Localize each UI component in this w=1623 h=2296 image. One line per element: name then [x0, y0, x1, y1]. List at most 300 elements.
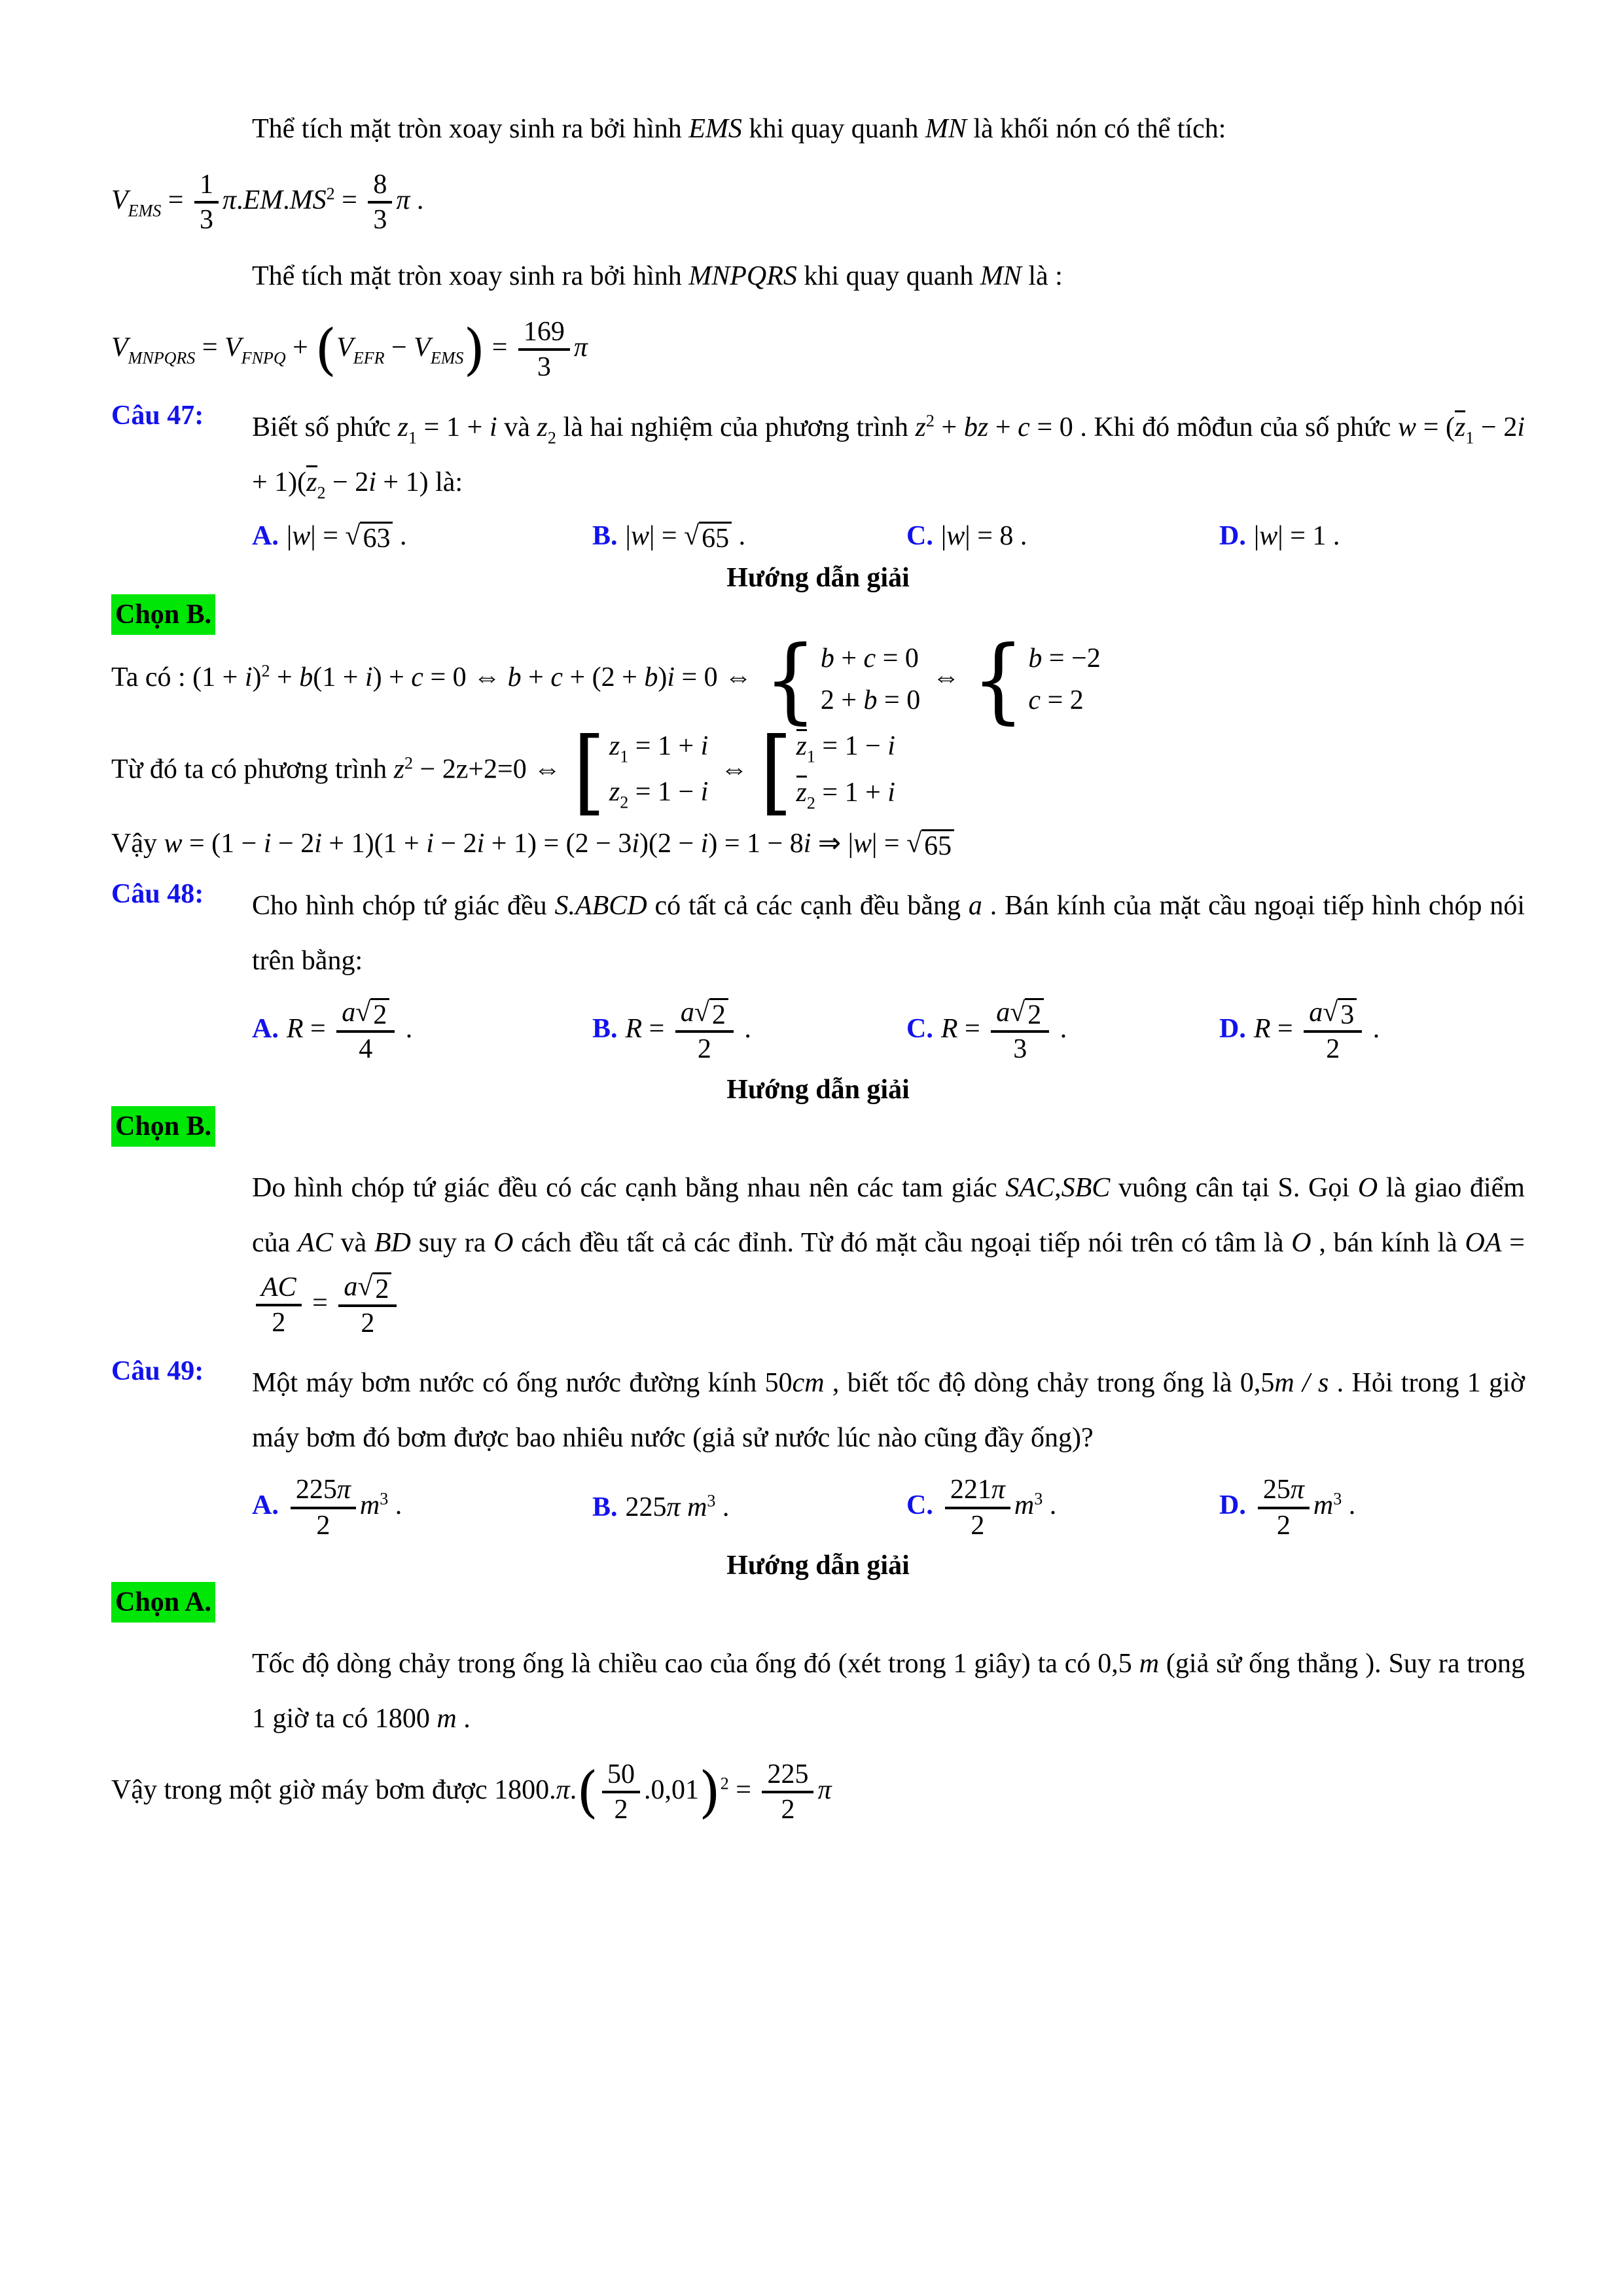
math-token: + — [270, 662, 300, 692]
math-token: Từ đó ta có phương trình — [111, 754, 394, 785]
math-token: i — [244, 662, 253, 692]
math-token: V — [414, 332, 431, 363]
math-token: 2 — [317, 484, 326, 503]
math-token: ⇔ — [713, 754, 755, 785]
math-token: z — [537, 412, 548, 442]
math-token: = — [305, 1287, 335, 1318]
math-token — [921, 829, 954, 861]
math-token: khi quay quanh — [741, 114, 925, 144]
math-token: z — [397, 412, 409, 442]
math-token — [345, 522, 393, 554]
math-token — [684, 522, 732, 554]
question-47 — [111, 400, 1525, 511]
math-token: z — [609, 730, 620, 761]
math-token: = — [1270, 1014, 1300, 1045]
math-token: 2 — [781, 1795, 795, 1825]
math-token: R — [286, 1014, 304, 1045]
math-token: 50 — [607, 1759, 635, 1790]
math-token — [266, 1306, 291, 1339]
option-value — [1254, 521, 1340, 551]
math-token: Do hình chóp tứ giác đều có các cạnh bằng nhau nên các tam giác — [252, 1172, 1006, 1203]
math-token: = 1 − — [815, 730, 888, 761]
math-token — [1008, 1033, 1032, 1066]
math-token — [1010, 998, 1044, 1030]
option-c — [906, 518, 1219, 554]
math-token — [291, 1473, 356, 1542]
math-token: MS — [289, 185, 327, 216]
math-token — [675, 996, 734, 1033]
math-token: . — [388, 1490, 402, 1521]
math-token: + 1) = (2 − 3 — [484, 829, 632, 859]
math-token: b — [507, 662, 522, 692]
math-token: = — [161, 185, 190, 216]
math-token: m — [1014, 1490, 1035, 1521]
math-token — [762, 1758, 813, 1827]
math-token: + (2 + — [562, 662, 645, 692]
intro-paragraph-1 — [252, 101, 1525, 156]
math-token: = — [334, 185, 365, 216]
math-token: 4 — [359, 1034, 373, 1065]
math-token: = — [1501, 1227, 1525, 1258]
math-token — [1258, 1473, 1310, 1509]
math-token — [675, 996, 734, 1066]
option-value — [625, 521, 746, 554]
math-token: 1 — [806, 747, 815, 766]
math-token: 3 — [199, 205, 213, 236]
math-token: √ — [357, 1271, 373, 1302]
math-token — [353, 1033, 378, 1066]
math-token: a — [968, 891, 982, 922]
math-token: | = — [649, 521, 685, 552]
math-token: = 1 − — [628, 777, 701, 808]
math-token: i — [476, 829, 485, 859]
math-token — [1028, 642, 1100, 675]
math-token — [1272, 1509, 1296, 1542]
math-token — [357, 1272, 391, 1304]
math-token — [602, 1758, 640, 1793]
math-token: = −2 — [1042, 643, 1101, 673]
math-token — [796, 729, 895, 814]
math-token: + 1) là: — [376, 467, 463, 498]
math-token: . — [393, 521, 407, 552]
math-token: 2 — [614, 1795, 628, 1825]
math-token — [609, 1793, 633, 1826]
math-token — [1323, 998, 1357, 1030]
math-token: i — [667, 662, 675, 692]
option-letter: D. — [1219, 1014, 1246, 1045]
question-48-options — [252, 996, 1525, 1066]
math-token: = — [728, 1775, 758, 1806]
math-token — [1028, 642, 1100, 717]
math-token: √ — [684, 521, 700, 552]
math-token: Thể tích mặt tròn xoay sinh ra bởi hình — [252, 114, 689, 144]
math-token: i — [1517, 412, 1525, 442]
math-token: MNPQRS — [128, 348, 196, 368]
question-47-solution-line-2 — [111, 717, 1525, 825]
math-token: = 1 + — [815, 778, 888, 808]
math-token: | — [940, 521, 947, 552]
math-token: z — [609, 777, 620, 808]
option-value — [940, 997, 1067, 1065]
math-token: i — [368, 467, 376, 498]
math-token — [762, 1758, 813, 1793]
math-token: = 1 + — [417, 412, 490, 442]
math-token — [764, 625, 921, 734]
math-token: i — [700, 730, 709, 761]
math-token: z — [915, 412, 926, 442]
math-token: S.ABCD — [554, 891, 647, 922]
math-token: i — [263, 829, 272, 859]
option-value — [941, 521, 1027, 551]
math-token: π — [991, 1475, 1005, 1505]
math-token: 3 — [537, 352, 551, 383]
math-token: R — [625, 1014, 643, 1045]
math-token: 3 — [1333, 1490, 1342, 1509]
option-d — [1219, 1473, 1525, 1542]
math-token: i — [314, 829, 322, 859]
math-token: 2 — [1276, 1510, 1291, 1541]
math-token: khi quay quanh — [796, 260, 980, 291]
math-token: . — [283, 185, 290, 216]
math-token: ⇔ — [925, 662, 967, 692]
option-letter: D. — [1219, 521, 1246, 552]
math-token: √ — [355, 997, 371, 1028]
question-49-solution-paragraph — [252, 1636, 1525, 1746]
math-token: b — [644, 662, 658, 692]
option-b — [592, 1490, 906, 1526]
math-token: i — [365, 662, 373, 692]
math-token: EMS — [430, 348, 464, 368]
math-token: . — [737, 1014, 751, 1045]
math-token: 2 — [1027, 1000, 1042, 1031]
math-token: là khối nón có thể tích: — [966, 114, 1226, 144]
math-token — [821, 642, 920, 717]
option-letter: A. — [252, 521, 279, 552]
math-token: = 2 — [1041, 685, 1084, 716]
math-token: OA — [1465, 1227, 1502, 1258]
math-token: AC — [298, 1227, 333, 1258]
math-token: m — [437, 1704, 457, 1734]
math-token — [256, 1271, 302, 1340]
option-value — [286, 997, 413, 1065]
math-token — [573, 717, 709, 825]
question-47-chosen-answer: Chọn B. — [111, 594, 215, 635]
math-token — [1258, 1473, 1310, 1542]
math-token: 2 + — [820, 685, 864, 716]
math-token — [1025, 998, 1044, 1030]
math-token: EFR — [353, 348, 385, 368]
math-token: 2 — [971, 1510, 985, 1541]
math-token: 1 — [199, 170, 213, 200]
math-token: R — [1253, 1014, 1271, 1045]
math-token: 169 — [523, 316, 565, 347]
math-token: 8 — [373, 170, 387, 200]
math-token: ⇒ | — [811, 829, 853, 859]
math-token: R — [940, 1014, 958, 1045]
math-token: | — [286, 521, 293, 552]
math-token: (1 + — [313, 662, 365, 692]
math-token — [336, 996, 395, 1033]
math-token: . — [1043, 1490, 1057, 1521]
math-token: | — [1253, 521, 1260, 552]
question-48-label: Câu 48: — [111, 879, 204, 910]
math-token — [306, 465, 317, 497]
math-token — [796, 729, 895, 767]
math-token: z — [796, 730, 807, 761]
math-token — [609, 776, 708, 813]
math-token: − 2 — [325, 467, 369, 498]
math-token: . — [732, 521, 746, 552]
math-token: b — [863, 685, 878, 716]
math-token: O — [1291, 1227, 1311, 1258]
math-token: ) + — [372, 662, 412, 692]
math-token: − 2 — [1474, 412, 1518, 442]
question-48 — [111, 878, 1525, 988]
math-token: − — [384, 332, 414, 363]
math-token: 3 — [373, 205, 387, 236]
math-token: SBC — [1061, 1172, 1111, 1203]
math-token: z — [796, 778, 807, 808]
math-token: ) — [698, 1759, 721, 1824]
math-token: w — [292, 521, 311, 552]
intro-formula-vems — [111, 168, 1525, 237]
math-token: Vậy trong một giờ máy bơm được 1800. — [111, 1775, 556, 1806]
option-value — [625, 997, 751, 1065]
question-49 — [111, 1355, 1525, 1465]
math-token — [991, 996, 1049, 1066]
math-token: Biết số phức — [252, 412, 398, 442]
math-token: [ — [760, 717, 793, 825]
math-token: √ — [345, 521, 361, 552]
option-letter: C. — [906, 1014, 933, 1045]
math-token — [256, 1271, 302, 1306]
math-token — [821, 642, 920, 675]
math-token — [945, 1473, 1010, 1542]
math-token — [360, 522, 393, 554]
math-token — [355, 998, 389, 1030]
math-token: i — [887, 730, 895, 761]
math-token — [972, 625, 1101, 734]
math-token: . Hỏi trong 1 giờ máy bơm đó bơm được bao nhiêu nước (giả sử nước lúc nào cũng đầy ống)? — [252, 1368, 1525, 1454]
math-token: z — [393, 754, 405, 785]
math-token: − 2 — [271, 829, 315, 859]
math-token — [1028, 684, 1100, 717]
math-token: .0,01 — [643, 1775, 699, 1806]
math-token — [1321, 1033, 1345, 1066]
math-token: Thể tích mặt tròn xoay sinh ra bởi hình — [252, 260, 689, 291]
intro-formula-vmnpqrs — [111, 315, 1525, 384]
math-token: cm — [792, 1368, 825, 1399]
question-48-solution-heading: Hướng dẫn giải — [726, 1074, 910, 1105]
math-token — [336, 996, 395, 1066]
question-47-chosen-line — [111, 599, 1525, 630]
math-token: | — [625, 521, 631, 552]
math-token: + — [521, 662, 551, 692]
math-token: z — [306, 467, 317, 498]
math-token: = — [642, 1014, 671, 1045]
question-47-solution-heading: Hướng dẫn giải — [726, 562, 910, 593]
math-token: 2 — [326, 184, 335, 204]
math-token: 2 — [697, 1034, 711, 1065]
option-a — [252, 1473, 592, 1542]
math-token — [368, 168, 392, 204]
math-token: + — [988, 412, 1018, 442]
math-token — [692, 1033, 717, 1066]
question-47-statement — [252, 400, 1525, 511]
option-value — [286, 521, 407, 554]
math-token: 2 — [711, 1000, 726, 1031]
math-token — [609, 730, 708, 767]
math-token: MN — [980, 260, 1022, 291]
math-token: b — [820, 643, 834, 673]
math-token: √ — [1010, 997, 1026, 1028]
math-token: + — [834, 643, 864, 673]
option-value — [626, 1492, 730, 1522]
math-token: w — [164, 829, 183, 859]
math-token: . — [236, 185, 243, 216]
math-token: . — [399, 1014, 413, 1045]
math-token: và — [497, 412, 537, 442]
math-token: 2 — [261, 661, 270, 681]
math-token: 3 — [1034, 1490, 1043, 1509]
math-token: FNPQ — [241, 348, 286, 368]
math-token: ) — [463, 317, 486, 382]
math-token: + — [285, 332, 315, 363]
math-token: = (1 − — [182, 829, 264, 859]
math-token: − 2z+2=0 ⇔ — [413, 754, 568, 785]
math-token: i — [803, 829, 812, 859]
math-token: , biết tốc độ dòng chảy trong ống là 0,5 — [824, 1368, 1275, 1399]
math-token — [1304, 996, 1362, 1033]
math-token: { — [764, 625, 817, 734]
math-token: 2 — [361, 1308, 375, 1338]
math-token: = 0 . Khi đó môđun của số phức — [1029, 412, 1399, 442]
math-token: √ — [694, 997, 709, 1028]
math-token: √ — [906, 829, 922, 859]
math-token: BD — [374, 1227, 411, 1258]
math-token: | = — [872, 829, 907, 859]
math-token: = 0 — [877, 685, 921, 716]
question-49-solution-heading: Hướng dẫn giải — [726, 1551, 910, 1581]
math-token: 221 — [950, 1475, 991, 1505]
math-token: , — [1054, 1172, 1061, 1203]
math-token: MNPQRS — [688, 260, 797, 291]
question-47-options — [252, 518, 1525, 554]
math-token — [760, 717, 895, 825]
math-token: 2 — [404, 753, 414, 772]
math-token: a — [342, 997, 356, 1028]
math-token — [372, 1272, 391, 1304]
math-token: ( — [577, 1759, 598, 1824]
math-token: m / s — [1274, 1368, 1329, 1399]
math-token: = 1 + — [628, 730, 701, 761]
math-token — [532, 351, 556, 384]
option-b — [592, 518, 906, 554]
math-token: là hai nghiệm của phương trình — [556, 412, 916, 442]
math-token — [194, 168, 219, 204]
math-token: . — [456, 1704, 471, 1734]
math-token: 65 — [924, 831, 952, 862]
math-token: = ( — [1416, 412, 1455, 442]
math-token: m — [687, 1492, 707, 1523]
math-token: { — [972, 625, 1025, 734]
math-token — [991, 996, 1049, 1033]
math-token — [311, 1509, 335, 1542]
math-token: = 0 — [876, 643, 919, 673]
option-letter: C. — [906, 521, 933, 552]
math-token: i — [887, 778, 895, 808]
math-token: π — [396, 185, 410, 216]
math-token: là : — [1021, 260, 1063, 291]
math-token — [355, 1307, 380, 1340]
math-token — [291, 1473, 356, 1509]
question-47-solution-line-1 — [111, 625, 1525, 734]
question-48-solution-paragraph — [252, 1160, 1525, 1340]
math-token: 2 — [375, 1274, 389, 1304]
math-token — [1338, 998, 1357, 1030]
math-token: 2 — [806, 794, 815, 814]
option-d — [1219, 518, 1525, 554]
math-token — [368, 168, 392, 237]
math-token: c — [411, 662, 423, 692]
math-token: 225 — [625, 1492, 667, 1523]
math-token: vuông cân tại S. Gọi — [1110, 1172, 1358, 1203]
math-token: a — [996, 997, 1010, 1028]
math-token: √ — [1323, 997, 1338, 1028]
math-token: i — [489, 412, 497, 442]
math-token: 25 — [1262, 1475, 1291, 1505]
math-token: i — [700, 777, 709, 808]
math-token — [821, 684, 920, 717]
question-48-chosen-answer: Chọn B. — [111, 1106, 215, 1147]
math-token: = 0 ⇔ — [423, 662, 508, 692]
math-token: SAC — [1005, 1172, 1055, 1203]
math-token: a — [344, 1271, 358, 1302]
math-token: = — [485, 332, 514, 363]
option-c — [906, 996, 1219, 1066]
option-a — [252, 518, 592, 554]
math-token — [370, 998, 389, 1030]
math-token: b — [1028, 643, 1043, 673]
math-token: z — [1455, 412, 1466, 442]
math-token — [776, 1793, 800, 1826]
math-token: và — [332, 1227, 374, 1258]
math-token: w — [1259, 521, 1278, 552]
math-token: Tốc độ dòng chảy trong ống là chiều cao của ống đó (xét trong 1 giây) ta có 0,5 — [252, 1649, 1139, 1679]
math-token: i — [700, 829, 709, 859]
option-letter: A. — [252, 1490, 279, 1521]
question-49-statement — [252, 1355, 1525, 1465]
math-token: 3 — [707, 1492, 716, 1511]
math-token: b — [299, 662, 313, 692]
math-token: c — [863, 643, 876, 673]
math-token: = — [195, 332, 225, 363]
math-token: 2 — [620, 793, 629, 813]
math-token: V — [224, 332, 241, 363]
math-token: w — [946, 521, 965, 552]
math-token: O — [1357, 1172, 1378, 1203]
math-token — [338, 1270, 397, 1307]
math-token: | = 8 . — [965, 521, 1027, 552]
math-token: . — [715, 1492, 730, 1523]
math-token: 3 — [1340, 1000, 1355, 1031]
math-token: 1 — [1465, 428, 1474, 448]
math-token: )(2 − — [639, 829, 701, 859]
math-token — [368, 204, 392, 236]
math-token: 1 — [408, 428, 418, 448]
math-token: i — [632, 829, 639, 859]
option-a — [252, 996, 592, 1066]
